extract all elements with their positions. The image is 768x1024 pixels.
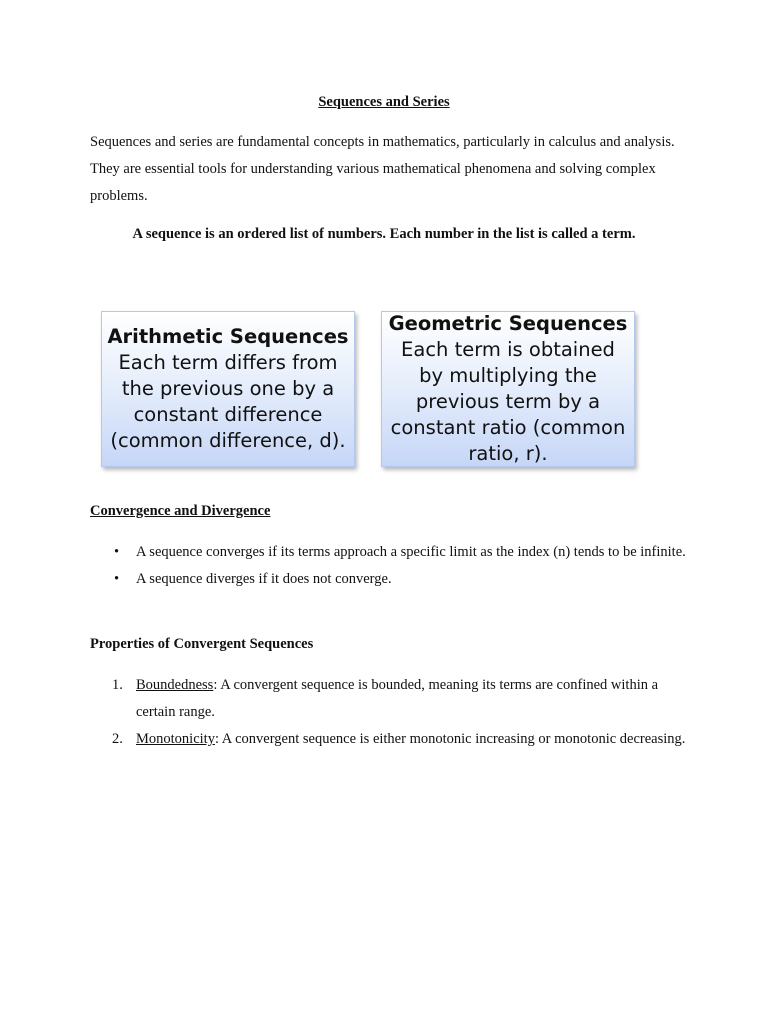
list-item xyxy=(90,672,690,726)
list-item xyxy=(90,726,690,753)
list-item-text: A sequence converges if its terms approach a specific limit as the index (n) tends to be infinite. xyxy=(136,544,686,560)
bullet-icon: • xyxy=(114,571,120,587)
card-body: Each term is obtained by multiplying the previous term by a constant ratio (common ratio, r). xyxy=(390,338,626,465)
geometric-sequences-card xyxy=(381,311,635,467)
convergence-heading: Convergence and Divergence xyxy=(90,503,271,519)
card-body: Each term differs from the previous one by a constant difference (common difference, d). xyxy=(110,351,346,452)
page-title: Sequences and Series xyxy=(318,94,450,110)
property-term: Monotonicity xyxy=(136,731,215,747)
properties-list xyxy=(90,672,690,753)
intro-paragraph: Sequences and series are fundamental concepts in mathematics, particularly in calculus and analysis. They are essential tools for understanding various mathematical phenomena and solving complex problems. xyxy=(90,134,675,204)
list-item xyxy=(90,566,690,593)
list-item-text: A sequence diverges if it does not converge. xyxy=(136,571,392,587)
property-text: : A convergent sequence is bounded, meaning its terms are confined within a certain range. xyxy=(136,677,659,720)
list-number: 1. xyxy=(112,677,123,693)
bullet-icon: • xyxy=(114,544,120,560)
list-item xyxy=(90,539,690,566)
convergence-list xyxy=(90,539,690,593)
properties-heading: Properties of Convergent Sequences xyxy=(90,636,314,652)
property-term: Boundedness xyxy=(136,677,214,693)
card-title: Arithmetic Sequences xyxy=(107,325,349,348)
list-number: 2. xyxy=(112,731,123,747)
card-title: Geometric Sequences xyxy=(388,312,628,335)
sequence-definition: A sequence is an ordered list of numbers. Each number in the list is called a term. xyxy=(132,226,636,242)
arithmetic-sequences-card xyxy=(101,311,355,467)
property-text: : A convergent sequence is either monotonic increasing or monotonic decreasing. xyxy=(214,731,686,747)
